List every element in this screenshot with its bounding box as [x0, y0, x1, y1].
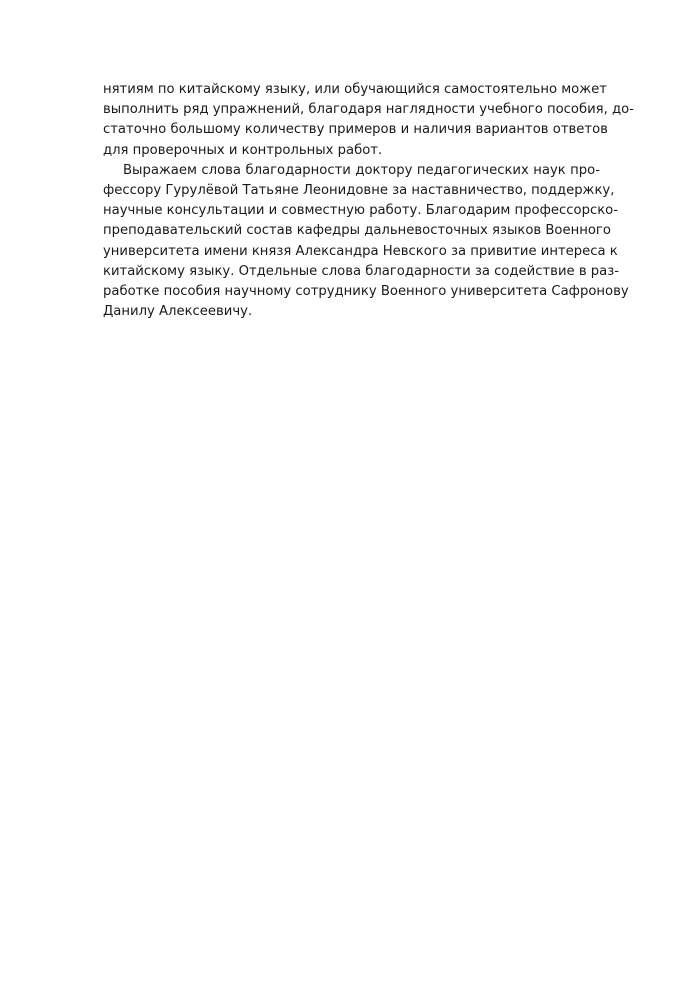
text-line: работке пособия научному сотруднику Военного университета Сафронову [103, 284, 629, 300]
text-line: научные консультации и совместную работу. Благодарим профессорско- [103, 203, 618, 219]
paragraph-1 [103, 80, 634, 161]
text-line: университета имени князя Александра Невского за привитие интереса к [103, 243, 618, 259]
text-line: преподавательский состав кафедры дальневосточных языков Военного [103, 223, 611, 239]
text-line: статочно большому количеству примеров и наличия вариантов ответов [103, 122, 608, 138]
body-text [103, 80, 634, 322]
text-line: нятиям по китайскому языку, или обучающийся самостоятельно может [103, 82, 607, 97]
text-line: выполнить ряд упражнений, благодаря наглядности учебного пособия, до- [103, 102, 634, 118]
text-line: Данилу Алексеевичу. [103, 304, 253, 320]
text-line: фессору Гурулёвой Татьяне Леонидовне за наставничество, поддержку, [103, 183, 615, 199]
text-line: Выражаем слова благодарности доктору педагогических наук про- [123, 162, 600, 178]
text-line: китайскому языку. Отдельные слова благодарности за содействие в раз- [103, 263, 620, 279]
text-line: для проверочных и контрольных работ. [103, 142, 383, 158]
paragraph-2 [103, 161, 629, 323]
